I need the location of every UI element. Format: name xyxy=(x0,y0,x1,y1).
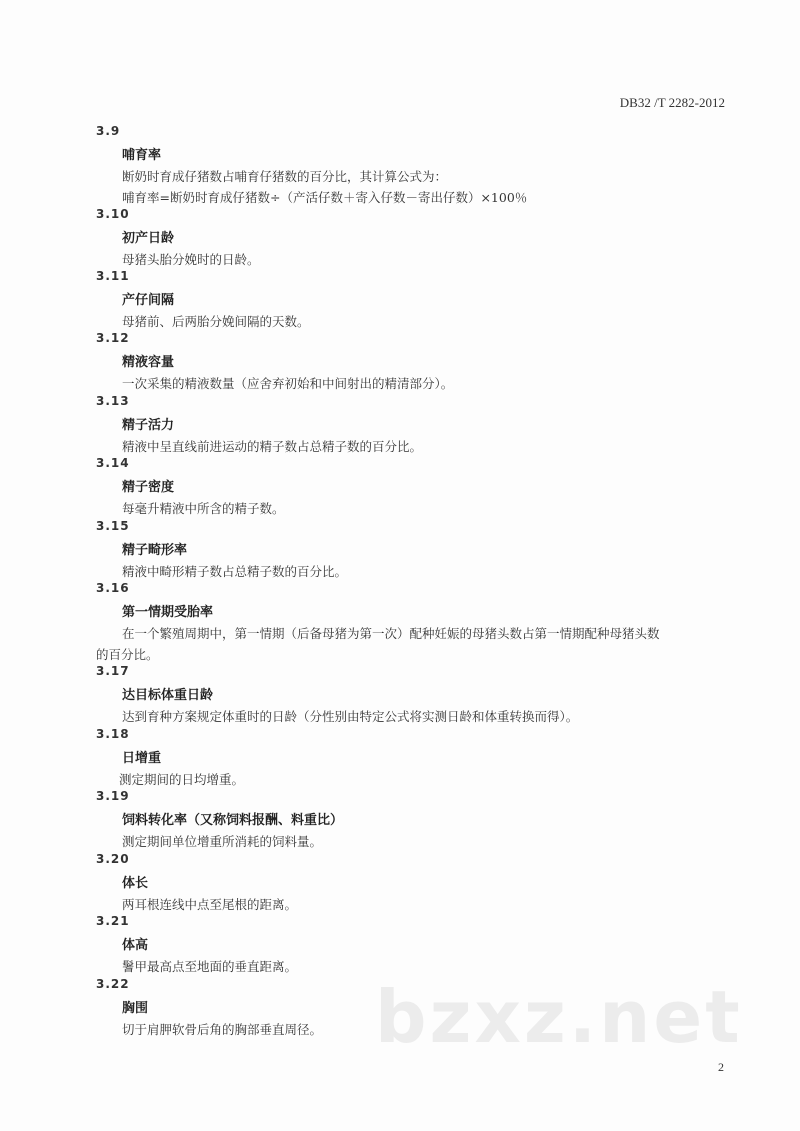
term-definition xyxy=(119,769,719,790)
term-definition xyxy=(122,249,722,270)
term-title: 饲料转化率（又称饲料报酬、料重比） xyxy=(122,813,344,828)
term-number: 3.9 xyxy=(96,124,121,138)
term-definition xyxy=(122,311,722,332)
term-definition xyxy=(122,436,722,457)
term-definition xyxy=(122,498,722,519)
term-number: 3.22 xyxy=(96,977,130,991)
term-title: 精子畸形率 xyxy=(122,543,188,558)
term-definition xyxy=(122,706,722,727)
definition-line: 在一个繁殖周期中，第一情期（后备母猪为第一次）配种妊娠的母猪头数占第一情期配种母猪头数 xyxy=(122,626,660,641)
term-title: 胸围 xyxy=(122,1001,149,1016)
term-number: 3.18 xyxy=(96,727,130,741)
definition-line: 鬐甲最高点至地面的垂直距离。 xyxy=(122,959,298,974)
term-number: 3.17 xyxy=(96,664,130,678)
standard-code-header: DB32 /T 2282-2012 xyxy=(619,95,725,110)
term-definition xyxy=(122,831,722,852)
term-number: 3.11 xyxy=(96,269,130,283)
term-definition xyxy=(96,623,722,665)
term-definition xyxy=(122,956,722,977)
term-number: 3.20 xyxy=(96,852,130,866)
definition-line: 测定期间的日均增重。 xyxy=(119,772,245,787)
term-number: 3.15 xyxy=(96,519,130,533)
page-number: 2 xyxy=(718,1060,724,1074)
term-title: 第一情期受胎率 xyxy=(122,605,214,620)
definition-line: 母猪前、后两胎分娩间隔的天数。 xyxy=(122,314,310,329)
term-title: 哺育率 xyxy=(122,148,162,163)
term-definition xyxy=(122,561,722,582)
definition-line: 母猪头胎分娩时的日龄。 xyxy=(122,252,260,267)
definition-line: 达到育种方案规定体重时的日龄（分性别由特定公式将实测日龄和体重转换而得）。 xyxy=(122,709,579,724)
term-definition xyxy=(122,894,722,915)
definition-line: 精液中呈直线前进运动的精子数占总精子数的百分比。 xyxy=(122,439,423,454)
formula-line: 哺育率=断奶时育成仔猪数÷（产活仔数＋寄入仔数－寄出仔数）×100％ xyxy=(122,190,528,205)
definition-line: 每毫升精液中所含的精子数。 xyxy=(122,501,285,516)
site-watermark: bzxz.net xyxy=(375,975,743,1059)
term-title: 精子密度 xyxy=(122,480,175,495)
term-title: 精子活力 xyxy=(122,418,175,433)
term-definition xyxy=(122,373,722,394)
term-title: 产仔间隔 xyxy=(122,293,175,308)
definition-line: 的百分比。 xyxy=(96,647,159,662)
term-title: 精液容量 xyxy=(122,355,175,370)
term-title: 日增重 xyxy=(122,751,162,766)
term-title: 初产日龄 xyxy=(122,231,175,246)
term-definition xyxy=(122,166,722,208)
term-title: 体长 xyxy=(122,876,149,891)
term-title: 达目标体重日龄 xyxy=(122,688,214,703)
definition-line: 两耳根连线中点至尾根的距离。 xyxy=(122,897,298,912)
term-number: 3.13 xyxy=(96,394,130,408)
definition-line: 精液中畸形精子数占总精子数的百分比。 xyxy=(122,564,348,579)
term-number: 3.19 xyxy=(96,789,130,803)
term-number: 3.16 xyxy=(96,581,130,595)
definition-line: 一次采集的精液数量（应舍弃初始和中间射出的精清部分）。 xyxy=(122,376,454,391)
term-number: 3.10 xyxy=(96,207,130,221)
definition-line: 断奶时育成仔猪数占哺育仔猪数的百分比，其计算公式为： xyxy=(122,169,448,184)
term-number: 3.21 xyxy=(96,914,130,928)
term-number: 3.12 xyxy=(96,331,130,345)
term-title: 体高 xyxy=(122,938,149,953)
definition-line: 测定期间单位增重所消耗的饲料量。 xyxy=(122,834,323,849)
definition-line: 切于肩胛软骨后角的胸部垂直周径。 xyxy=(122,1022,323,1037)
term-number: 3.14 xyxy=(96,456,130,470)
